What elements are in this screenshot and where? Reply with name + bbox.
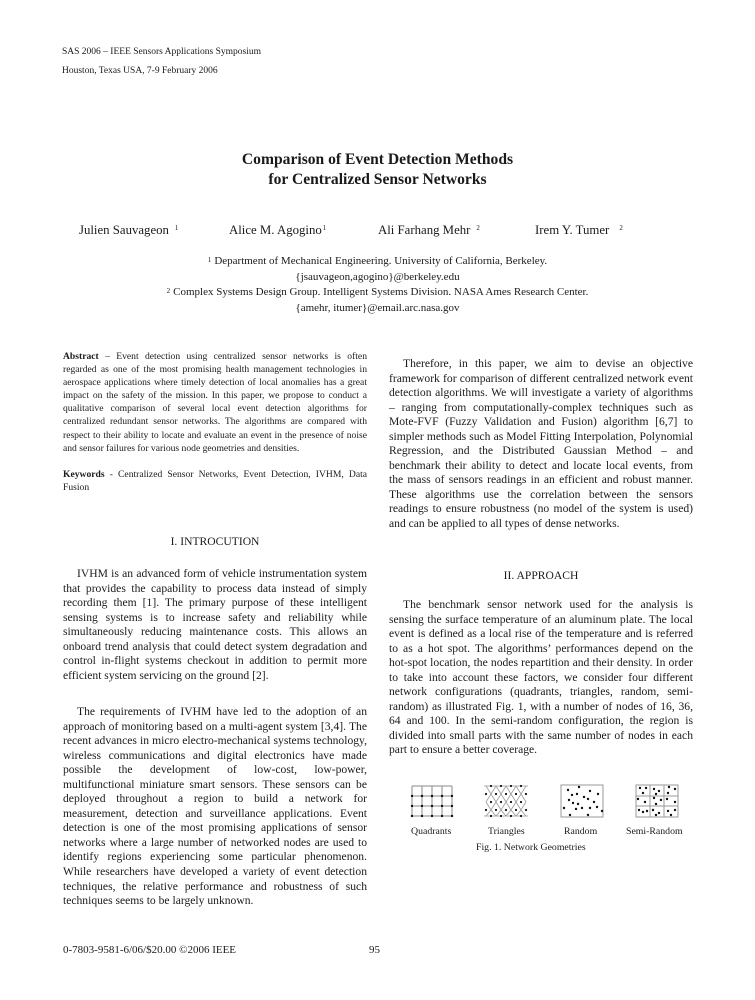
section-heading-introduction: I. INTROCUTION: [170, 535, 260, 548]
conference-location: Houston, Texas USA, 7-9 February 2006: [62, 66, 218, 76]
abstract-label: Abstract: [63, 351, 99, 362]
approach-paragraph-1: The benchmark sensor network used for the analysis is sensing the surface temperature of an aluminum plate. The local event is defined as a local rise of the temperature and is referred to as a hot spot. The algorithms’ performances depend on the hot-spot location, the nodes repartition and their density. In order to take into account these factors, we consider four different network configurations (quadrants, triangles, random, semi-random) as illustrated Fig. 1, with a number of nodes of 16, 36, 64 and 100. In the semi-random configuration, the region is divided into small parts with the same number of nodes in each part to ensure a better coverage.: [389, 598, 693, 757]
author: Julien Sauvageon $^1$: [79, 223, 179, 237]
affiliation-1: $^1$ Department of Mechanical Engineering. University of California, Berkeley.: [207, 255, 548, 267]
keywords-label: Keywords: [63, 468, 105, 480]
page-number: 95: [369, 944, 380, 956]
intro-paragraph-1: IVHM is an advanced form of vehicle instrumentation system that provides the capability to process data instead of simply recording them [1]. The primary purpose of these intelligent sensing systems is to increase safety and reliability while simultaneously reducing maintenance costs. This allows an onboard trend analysis that could detect system degradation and control in-flight systems checkout in addition to permit more efficient system servicing on the ground [2].: [63, 567, 367, 682]
author: Alice M. Agogino$^1$: [229, 223, 327, 237]
paper-title: [0, 150, 755, 190]
random-grid-icon: [560, 784, 604, 818]
figure-caption: Fig. 1. Network Geometries: [476, 842, 586, 853]
figure-label-random: Random: [564, 826, 598, 837]
conference-name: SAS 2006 – IEEE Sensors Applications Symposium: [62, 47, 261, 57]
intro-paragraph-2: The requirements of IVHM have led to the adoption of an approach of monitoring based on a multi-agent system [3,4]. The recent advances in micro electro-mechanical systems technology, wireless communications and digital electronics have made possible the development of low-cost, low-power, multifunctional miniature smart sensors. These sensors can be deployed throughout a region to build a network for measurement, detection and surveillance applications. Event detection is one of the most promising applications of sensor networks where a large number of networked nodes are used to identify regions experiencing some particular phenomenon. While researchers have developed a variety of event detection techniques, the relative performance and robustness of such techniques seems to be largely unknown.: [63, 705, 367, 908]
keywords-text: - Centralized Sensor Networks, Event Detection, IVHM, Data Fusion: [63, 468, 367, 493]
section-heading-approach: II. APPROACH: [503, 569, 579, 582]
triangles-grid-icon: [484, 784, 528, 818]
email-1: {jsauvageon,agogino}@berkeley.edu: [295, 270, 460, 283]
figure-label-triangles: Triangles: [488, 826, 525, 837]
abstract-text: – Event detection using centralized sensor networks is often regarded as one of the most promising health management technologies in aerospace applications where timely detection of local anomalies has a great impact on the safety of the mission. In this paper, we propose to conduct a qualitative comparison of several local event detection algorithms for centralized redundant sensor networks. The algorithms are compared with respect to their ability to locate and evaluate an event in the presence of noise and sensor failures for various node geometries and densities.: [63, 351, 367, 454]
footer-copyright: 0-7803-9581-6/06/$20.00 ©2006 IEEE: [63, 944, 237, 956]
affiliation-2: $^2$ Complex Systems Design Group. Intelligent Systems Division. NASA Ames Research Center.: [166, 286, 589, 298]
title-line-1: Comparison of Event Detection Methods: [241, 151, 514, 168]
title-line-2: for Centralized Sensor Networks: [268, 171, 487, 188]
semi-random-grid-icon: [635, 784, 679, 818]
author: Irem Y. Tumer $^2$: [535, 223, 623, 237]
figure-label-semi-random: Semi-Random: [626, 826, 683, 837]
author: Ali Farhang Mehr $^2$: [378, 223, 480, 237]
email-2: {amehr, itumer}@email.arc.nasa.gov: [295, 301, 460, 314]
figure-label-quadrants: Quadrants: [411, 826, 452, 837]
quadrants-grid-icon: [410, 784, 454, 818]
affiliations: [0, 254, 755, 316]
intro-paragraph-3: Therefore, in this paper, we aim to devise an objective framework for comparison of different centralized network event detection algorithms. We will investigate a variety of algorithms – ranging from computationally-complex techniques such as Mote-FVF (Fuzzy Validation and Fusion) algorithm [6,7] to simpler methods such as Model Fitting Interpolation, Polynomial Regression, and the Distributed Gaussian Method – and benchmark their ability to detect and locate local events, from the mass of sensors readings in an efficient and robust manner. These algorithms use the correlation between the sensors readings to ensure robustness (no model of the system is used) and can be applied to all types of dense networks.: [389, 357, 693, 531]
abstract: [63, 350, 367, 494]
